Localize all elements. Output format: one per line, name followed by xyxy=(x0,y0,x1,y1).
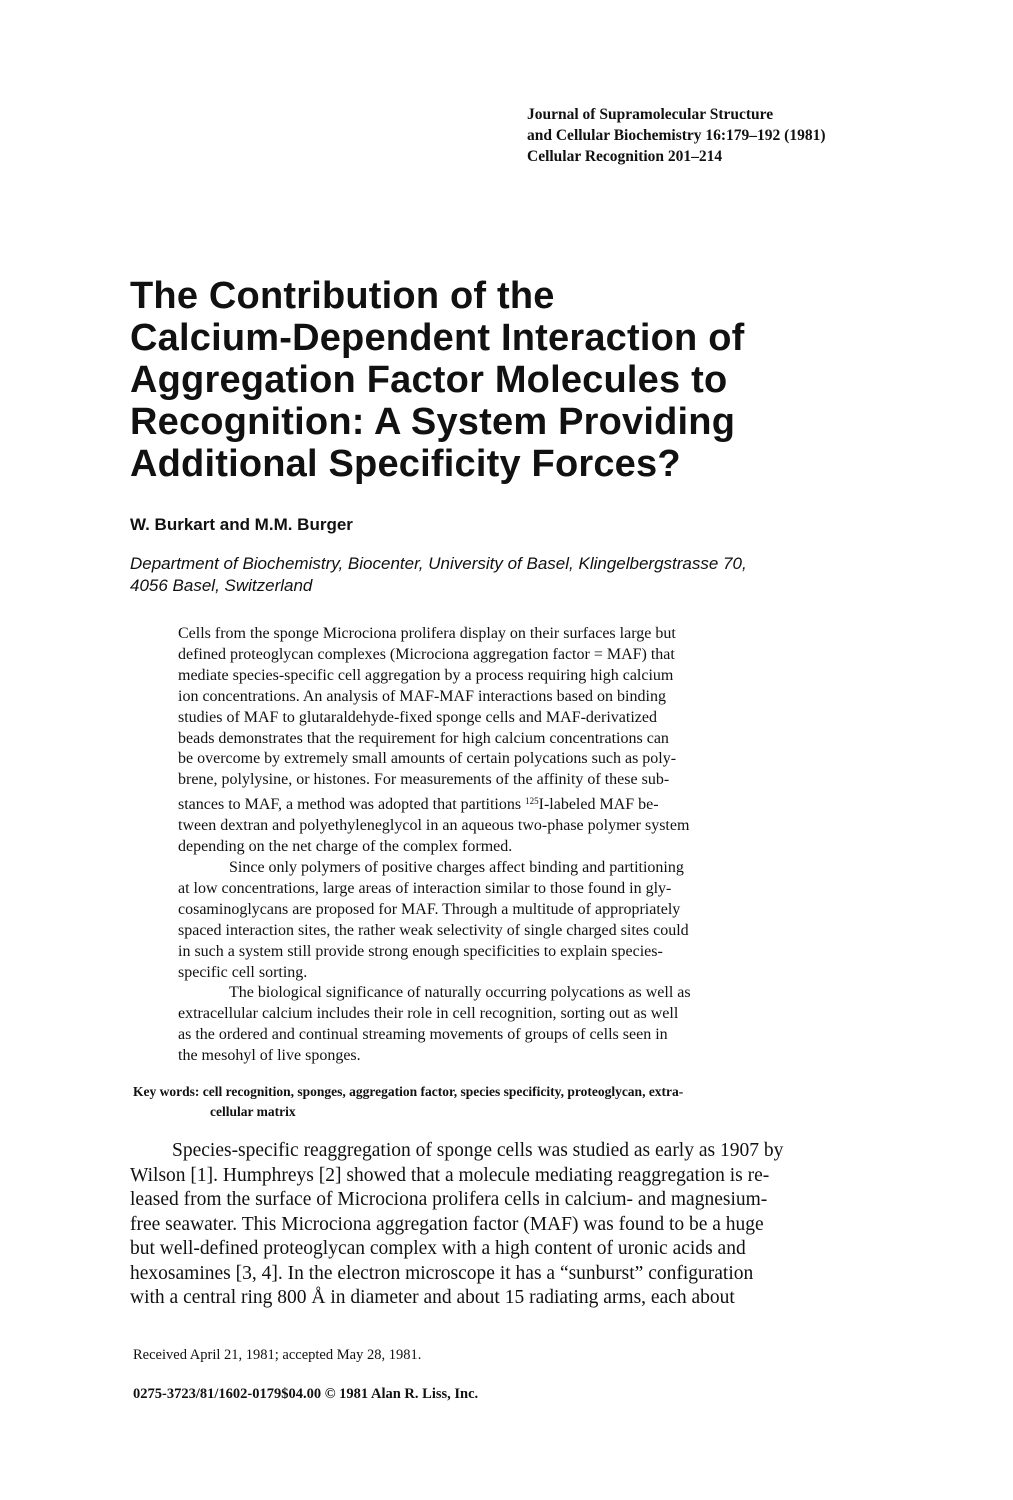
abstract-line: the mesohyl of live sponges. xyxy=(178,1047,361,1065)
affiliation xyxy=(130,553,930,597)
abstract-line: brene, polylysine, or histones. For measurements of the affinity of these sub- xyxy=(178,771,670,789)
abstract-line: mediate species-specific cell aggregation by a process requiring high calcium xyxy=(178,666,674,684)
affiliation-line: Department of Biochemistry, Biocenter, University of Basel, Klingelbergstrasse 70, xyxy=(130,554,747,573)
abstract-line: tween dextran and polyethyleneglycol in an aqueous two-phase polymer system xyxy=(178,817,690,835)
abstract-line-start: stances to MAF, a method was adopted that partitions xyxy=(178,796,526,814)
body-line: but well-defined proteoglycan complex with a high content of uronic acids and xyxy=(130,1238,746,1259)
body-line: leased from the surface of Microciona prolifera cells in calcium- and magnesium- xyxy=(130,1189,768,1210)
title-line: Recognition: A System Providing xyxy=(130,401,736,443)
body-line: Species-specific reaggregation of sponge cells was studied as early as 1907 by xyxy=(172,1140,784,1161)
journal-header xyxy=(527,104,997,167)
body-line: Wilson [1]. Humphreys [2] showed that a molecule mediating reaggregation is re- xyxy=(130,1164,770,1186)
abstract-line: at low concentrations, large areas of interaction similar to those found in gly- xyxy=(178,879,672,897)
abstract-line xyxy=(178,791,868,816)
key-words-line: cellular matrix xyxy=(210,1104,296,1119)
abstract-line-end: I-labeled MAF be- xyxy=(538,796,659,814)
journal-line: Journal of Supramolecular Structure xyxy=(527,106,774,123)
abstract-line: cosaminoglycans are proposed for MAF. Through a multitude of appropriately xyxy=(178,900,681,918)
abstract-line: spaced interaction sites, the rather weak selectivity of single charged sites could xyxy=(178,921,689,939)
copyright-line: 0275-3723/81/1602-0179$04.00 © 1981 Alan R. Liss, Inc. xyxy=(133,1386,479,1402)
key-words-line: Key words: cell recognition, sponges, aggregation factor, species specificity, proteoglycan, extra- xyxy=(133,1084,684,1099)
abstract-line: ion concentrations. An analysis of MAF-MAF interactions based on binding xyxy=(178,687,666,705)
key-words xyxy=(133,1082,893,1122)
received-date: Received April 21, 1981; accepted May 28, 1981. xyxy=(133,1347,422,1363)
journal-line: Cellular Recognition 201–214 xyxy=(527,148,723,165)
article-title xyxy=(130,275,930,485)
abstract-line: specific cell sorting. xyxy=(178,963,308,981)
title-line: Calcium-Dependent Interaction of xyxy=(130,317,745,359)
abstract xyxy=(178,624,868,1067)
abstract-line: beads demonstrates that the requirement for high calcium concentrations can xyxy=(178,729,669,747)
title-line: Aggregation Factor Molecules to xyxy=(130,359,728,401)
abstract-line: defined proteoglycan complexes (Microciona aggregation factor = MAF) that xyxy=(178,645,675,663)
abstract-line: The biological significance of naturally occurring polycations as well as xyxy=(229,984,691,1002)
abstract-line: Since only polymers of positive charges affect binding and partitioning xyxy=(229,858,684,876)
authors: W. Burkart and M.M. Burger xyxy=(130,515,353,534)
title-line: The Contribution of the xyxy=(130,275,555,317)
abstract-line: in such a system still provide strong enough specificities to explain species- xyxy=(178,942,663,960)
abstract-line: Cells from the sponge Microciona prolifera display on their surfaces large but xyxy=(178,625,676,642)
affiliation-line: 4056 Basel, Switzerland xyxy=(130,576,313,595)
abstract-line: as the ordered and continual streaming movements of groups of cells seen in xyxy=(178,1026,668,1044)
body-line: hexosamines [3, 4]. In the electron microscope it has a “sunburst” configuration xyxy=(130,1262,754,1284)
abstract-line: depending on the net charge of the complex formed. xyxy=(178,838,513,856)
journal-line: and Cellular Biochemistry 16:179–192 (1981) xyxy=(527,127,826,144)
body-line: free seawater. This Microciona aggregation factor (MAF) was found to be a huge xyxy=(130,1213,764,1235)
body-text xyxy=(130,1139,890,1311)
abstract-line: extracellular calcium includes their role in cell recognition, sorting out as well xyxy=(178,1005,679,1023)
abstract-line: be overcome by extremely small amounts of certain polycations such as poly- xyxy=(178,750,677,768)
abstract-line: studies of MAF to glutaraldehyde-fixed sponge cells and MAF-derivatized xyxy=(178,708,657,726)
title-line: Additional Specificity Forces? xyxy=(130,443,681,485)
body-line: with a central ring 800 Å in diameter and about 15 radiating arms, each about xyxy=(130,1287,735,1308)
isotope-superscript: 125 xyxy=(525,796,539,807)
